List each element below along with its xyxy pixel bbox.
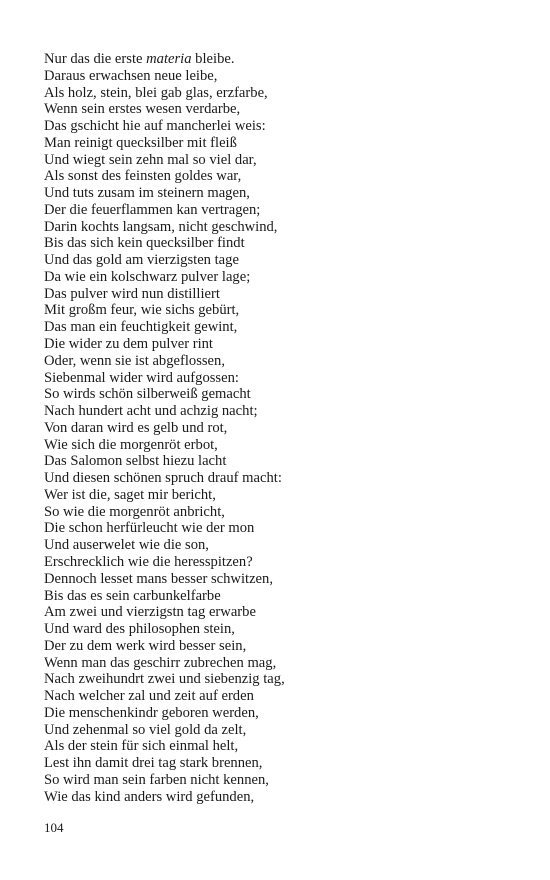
poem-line: Wer ist die, saget mir bericht, [44, 486, 216, 503]
poem-line: Und ward des philosophen stein, [44, 621, 235, 638]
poem-line: Siebenmal wider wird aufgossen: [44, 369, 239, 386]
poem-line: Die schon herfürleucht wie der mon [44, 520, 255, 537]
poem-line: So wirds schön silberweiß gemacht [44, 386, 251, 403]
poem-line: Und das gold am vierzigsten tage [44, 252, 239, 269]
poem-line: Lest ihn damit drei tag stark brennen, [44, 755, 263, 772]
poem-line: Von daran wird es gelb und rot, [44, 419, 228, 436]
poem-line: Als der stein für sich einmal helt, [44, 738, 239, 755]
poem-line: Das man ein feuchtigkeit gewint, [44, 319, 238, 336]
poem-line: Und zehenmal so viel gold da zelt, [44, 721, 247, 738]
poem-line: Daraus erwachsen neue leibe, [44, 67, 218, 84]
poem-line: Und diesen schönen spruch drauf macht: [44, 470, 282, 487]
poem-line: Wie sich die morgenröt erbot, [44, 436, 218, 453]
poem-line: Nach zweihundrt zwei und siebenzig tag, [44, 671, 285, 688]
poem-line: Die wider zu dem pulver rint [44, 336, 213, 353]
poem-line: Wie das kind anders wird gefunden, [44, 788, 255, 805]
poem-line: Nach welcher zal und zeit auf erden [44, 688, 254, 705]
poem-line: Bis das es sein carbunkelfarbe [44, 587, 221, 604]
poem-line: Darin kochts langsam, nicht geschwind, [44, 218, 278, 235]
poem-line [44, 51, 524, 68]
poem-line: Erschrecklich wie die heresspitzen? [44, 553, 253, 570]
poem-line: Und wiegt sein zehn mal so viel dar, [44, 151, 257, 168]
poem-line: So wird man sein farben nicht kennen, [44, 771, 269, 788]
poem-text [44, 51, 524, 805]
poem-line: Wenn sein erstes wesen verdarbe, [44, 101, 241, 118]
poem-line: Dennoch lesset mans besser schwitzen, [44, 570, 273, 587]
poem-line: Wenn man das geschirr zubrechen mag, [44, 654, 277, 671]
poem-line: Als holz, stein, blei gab glas, erzfarbe, [44, 84, 268, 101]
poem-line: Nach hundert acht und achzig nacht; [44, 403, 258, 420]
poem-line: Und tuts zusam im steinern magen, [44, 185, 250, 202]
poem-line-emphasis: materia [146, 51, 192, 67]
poem-line: Und auserwelet wie die son, [44, 537, 209, 554]
poem-line: Da wie ein kolschwarz pulver lage; [44, 268, 251, 285]
poem-line: Das gschicht hie auf mancherlei weis: [44, 118, 266, 135]
poem-line: Der zu dem werk wird besser sein, [44, 637, 247, 654]
poem-line: Am zwei und vierzigstn tag erwarbe [44, 604, 256, 621]
page-number: 104 [44, 820, 64, 835]
poem-line: Bis das sich kein quecksilber findt [44, 235, 245, 252]
poem-line: Die menschenkindr geboren werden, [44, 704, 259, 721]
poem-line: Das pulver wird nun distilliert [44, 285, 220, 302]
poem-line: Man reinigt quecksilber mit fleiß [44, 134, 237, 151]
poem-line-end: bleibe. [191, 51, 235, 67]
poem-line: Der die feuerflammen kan vertragen; [44, 201, 261, 218]
poem-line: So wie die morgenröt anbricht, [44, 503, 225, 520]
poem-line-start: Nur das die erste [44, 51, 147, 67]
poem-line: Mit großm feur, wie sichs gebürt, [44, 302, 240, 319]
poem-line: Als sonst des feinsten goldes war, [44, 168, 242, 185]
poem-line: Das Salomon selbst hiezu lacht [44, 453, 227, 470]
poem-line: Oder, wenn sie ist abgeflossen, [44, 352, 225, 369]
